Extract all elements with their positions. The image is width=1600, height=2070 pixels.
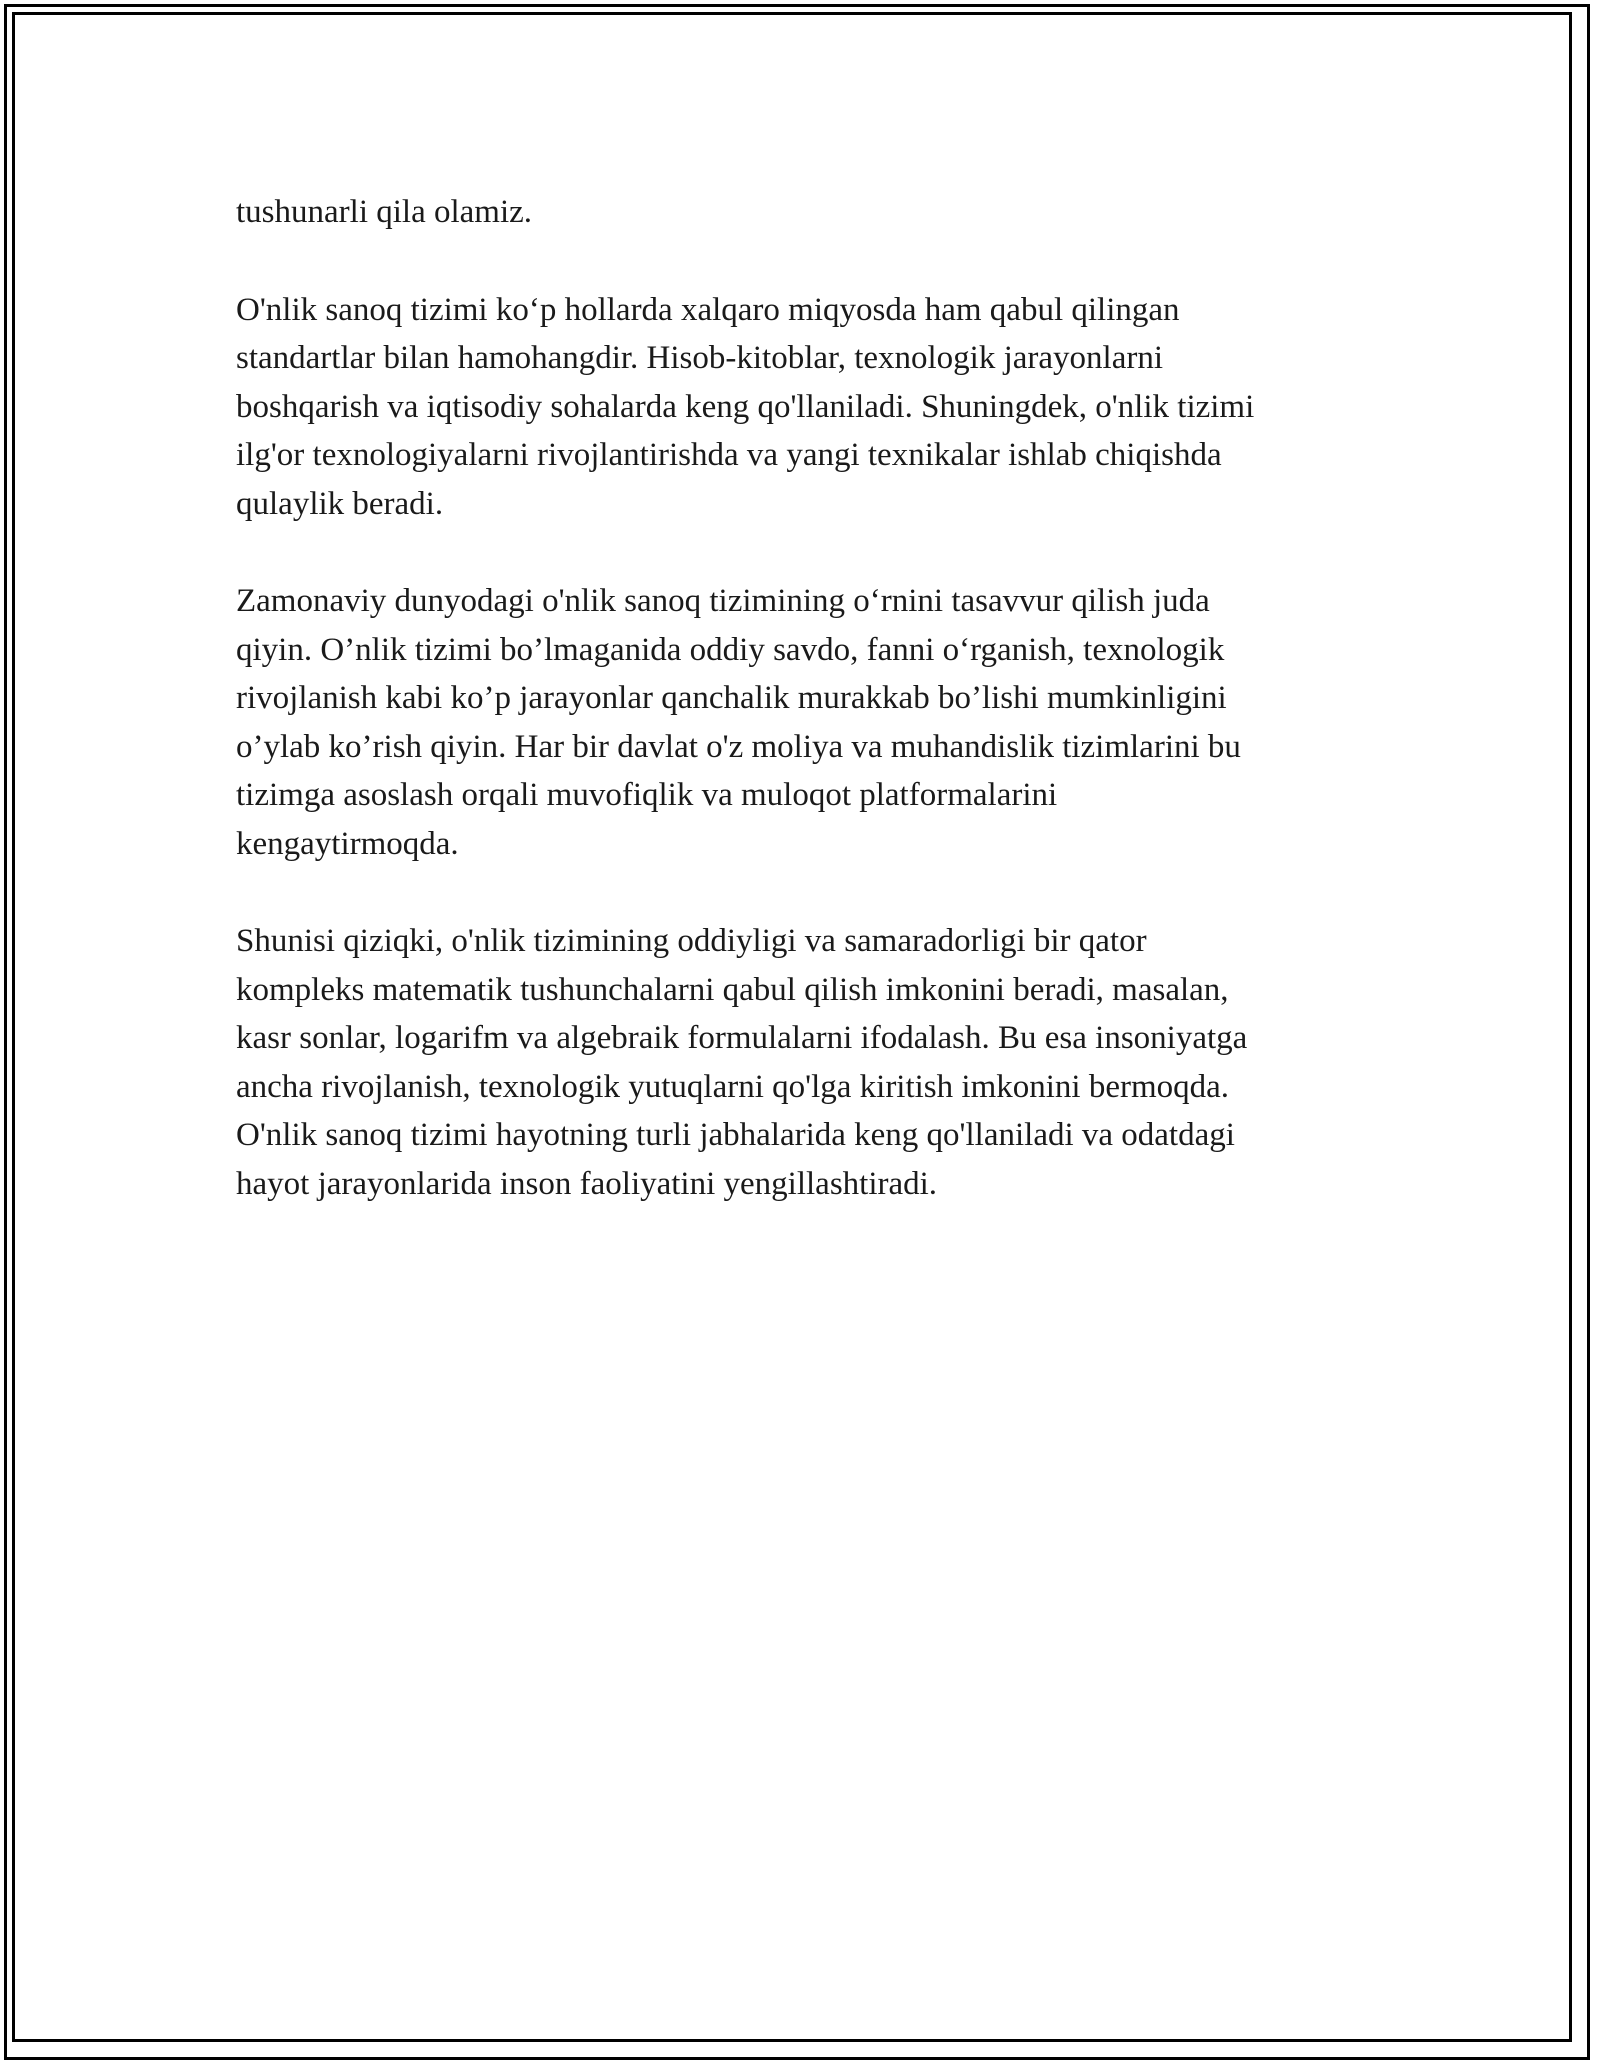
paragraph-2 bbox=[236, 286, 1376, 529]
text-line: Shunisi qiziqki, o'nlik tizimining oddiyligi va samaradorligi bir qator bbox=[236, 923, 1147, 959]
text-line: ancha rivojlanish, texnologik yutuqlarni qo'lga kiritish imkonini bermoqda. bbox=[236, 1068, 1230, 1105]
paragraph-3 bbox=[236, 577, 1376, 868]
text-line: kompleks matematik tushunchalarni qabul qilish imkonini beradi, masalan, bbox=[236, 971, 1229, 1008]
text-line: rivojlanish kabi ko’p jarayonlar qanchalik murakkab bo’lishi mumkinligini bbox=[236, 680, 1227, 716]
text-line: Zamonaviy dunyodagi o'nlik sanoq tizimining o‘rnini tasavvur qilish juda bbox=[236, 583, 1210, 619]
text-line: O'nlik sanoq tizimi ko‘p hollarda xalqaro miqyosda ham qabul qilingan bbox=[236, 291, 1180, 328]
text-line: ilg'or texnologiyalarni rivojlantirishda va yangi texnikalar ishlab chiqishda bbox=[236, 437, 1222, 473]
text-line: kasr sonlar, logarifm va algebraik formulalarni ifodalash. Bu esa insoniyatga bbox=[236, 1020, 1248, 1056]
text-line: tushunarli qila olamiz. bbox=[236, 194, 533, 230]
text-line: o’ylab ko’rish qiyin. Har bir davlat o'z moliya va muhandislik tizimlarini bu bbox=[236, 728, 1241, 765]
text-line: standartlar bilan hamohangdir. Hisob-kitoblar, texnologik jarayonlarni bbox=[236, 340, 1164, 376]
text-line: O'nlik sanoq tizimi hayotning turli jabhalarida keng qo'llaniladi va odatdagi bbox=[236, 1117, 1235, 1153]
paragraph-1 bbox=[236, 188, 1376, 237]
text-line: hayot jarayonlarida inson faoliyatini yengillashtiradi. bbox=[236, 1165, 938, 1202]
text-line: qulaylik beradi. bbox=[236, 485, 444, 522]
text-line: boshqarish va iqtisodiy sohalarda keng qo'llaniladi. Shuningdek, o'nlik tizimi bbox=[236, 388, 1255, 425]
document-body bbox=[236, 188, 1376, 1257]
text-line: kengaytirmoqda. bbox=[236, 825, 459, 862]
paragraph-4 bbox=[236, 917, 1376, 1208]
text-line: tizimga asoslash orqali muvofiqlik va muloqot platformalarini bbox=[236, 777, 1058, 813]
text-line: qiyin. O’nlik tizimi bo’lmaganida oddiy savdo, fanni o‘rganish, texnologik bbox=[236, 631, 1225, 668]
